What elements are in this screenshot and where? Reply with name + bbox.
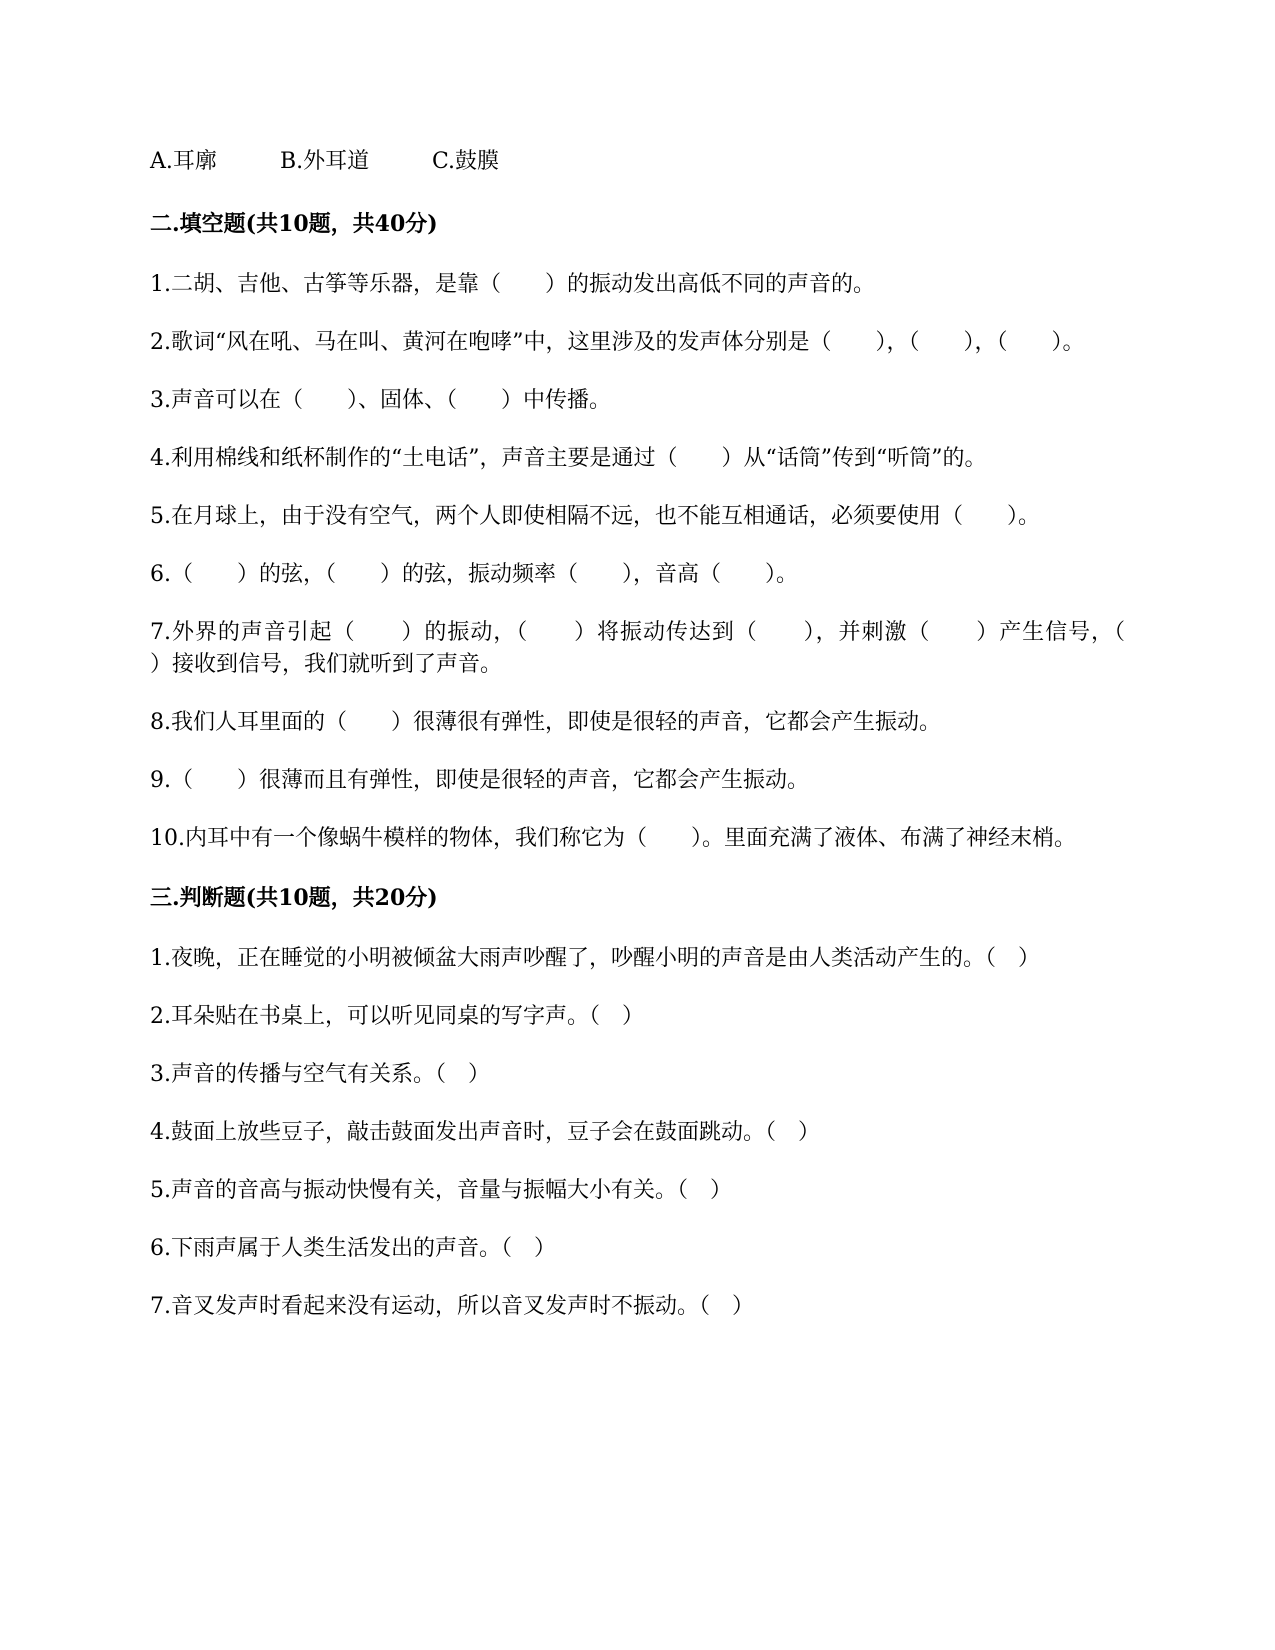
- worksheet-page: [150, 145, 1170, 1349]
- judge-question-5: 5.声音的音高与振动快慢有关，音量与振幅大小有关。（ ）: [150, 1178, 732, 1203]
- judge-question-list: [150, 943, 1125, 1323]
- fill-question-6: 6.（ ）的弦，（ ）的弦，振动频率（ ），音高（ ）。: [150, 562, 798, 587]
- fill-question-5: 5.在月球上，由于没有空气，两个人即使相隔不远，也不能互相通话，必须要使用（ ）。: [150, 504, 1040, 529]
- fill-question-9: 9.（ ）很薄而且有弹性，即使是很轻的声音，它都会产生振动。: [150, 768, 809, 793]
- option-a: A.耳廓: [150, 149, 217, 174]
- option-c: C.鼓膜: [432, 149, 500, 174]
- fill-question-list: [150, 269, 1170, 855]
- fill-question-2: 2.歌词“风在吼、马在叫、黄河在咆哮”中，这里涉及的发声体分别是（ ），（ ），（ ）。: [150, 330, 1085, 355]
- judge-question-2: 2.耳朵贴在书桌上，可以听见同桌的写字声。（ ）: [150, 1004, 644, 1029]
- judge-question-1: 1.夜晚，正在睡觉的小明被倾盆大雨声吵醒了，吵醒小明的声音是由人类活动产生的。（ ）: [150, 946, 1040, 971]
- fill-section-title: 二.填空题(共10题，共40分): [150, 211, 438, 237]
- judge-question-6: 6.下雨声属于人类生活发出的声音。（ ）: [150, 1236, 556, 1261]
- answer-options: [150, 145, 1125, 179]
- fill-question-4: 4.利用棉线和纸杯制作的“土电话”，声音主要是通过（ ）从“话筒”传到“听筒”的。: [150, 446, 987, 471]
- fill-question-1: 1.二胡、吉他、古筝等乐器，是靠（ ）的振动发出高低不同的声音的。: [150, 272, 875, 297]
- judge-question-4: 4.鼓面上放些豆子，敲击鼓面发出声音时，豆子会在鼓面跳动。（ ）: [150, 1120, 820, 1145]
- fill-question-7: 7.外界的声音引起（ ）的振动，（ ）将振动传达到（ ），并刺激（ ）产生信号，（ ）接收到信号，我们就听到了声音。: [150, 620, 1170, 677]
- option-b: B.外耳道: [280, 149, 370, 174]
- fill-question-10: 10.内耳中有一个像蜗牛模样的物体，我们称它为（ ）。里面充满了液体、布满了神经末梢。: [150, 826, 1076, 851]
- judge-question-3: 3.声音的传播与空气有关系。（ ）: [150, 1062, 490, 1087]
- fill-question-3: 3.声音可以在（ ）、固体、（ ）中传播。: [150, 388, 611, 413]
- judge-question-7: 7.音叉发声时看起来没有运动，所以音叉发声时不振动。（ ）: [150, 1294, 754, 1319]
- judge-section-title: 三.判断题(共10题，共20分): [150, 885, 438, 911]
- fill-question-8: 8.我们人耳里面的（ ）很薄很有弹性，即使是很轻的声音，它都会产生振动。: [150, 710, 941, 735]
